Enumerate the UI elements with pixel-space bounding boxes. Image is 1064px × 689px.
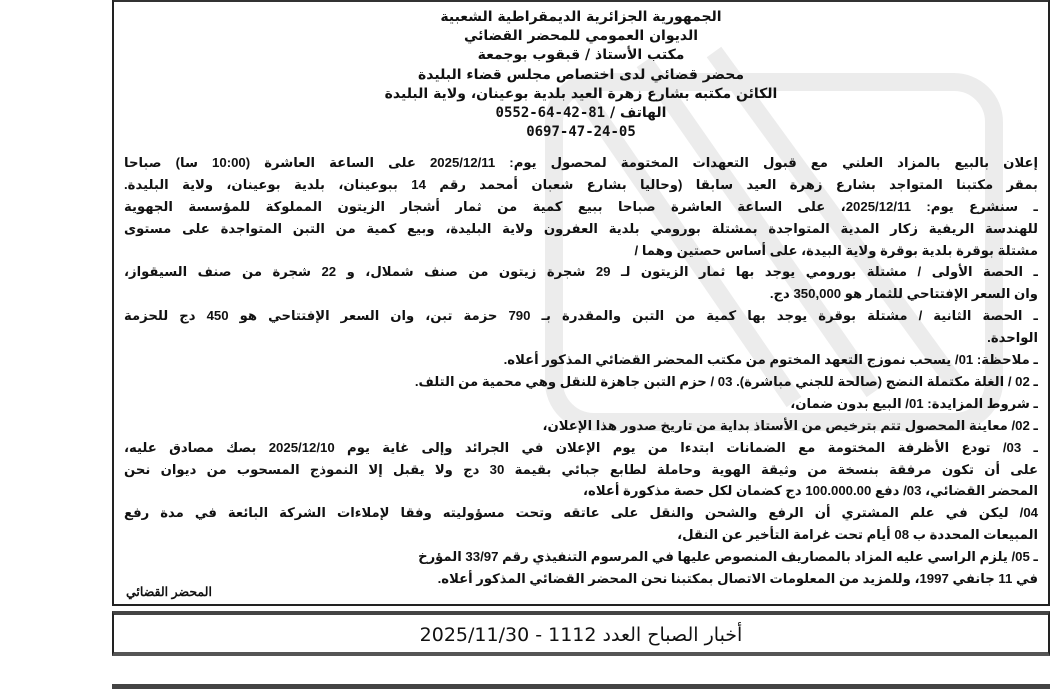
body-line: الواحدة.: [987, 330, 1038, 346]
header-line: الكائن مكتبه بشارع زهرة العيد بلدية بوعينان، ولاية البليدة: [384, 85, 778, 102]
body-line: ـ 05/ يلزم الراسي عليه المزاد بالمصاريف المنصوص عليها في المرسوم التنفيذي رقم 33/97 المؤرخ: [418, 549, 1038, 565]
body-line: المبيعات المحددة ب 08 أيام تحت غرامة التأخير عن النقل،: [677, 527, 1038, 543]
phone-label: الهاتف /: [609, 105, 667, 122]
header-line: الديوان العمومي للمحضر القضائي: [463, 28, 699, 45]
notice-body: [124, 152, 1038, 590]
divider: [112, 684, 1050, 689]
body-line: إعلان بالبيع بالمزاد العلني مع قبول التعهدات المختومة لمحصول يوم: 2025/12/11 على الساعة العاشرة (10:00 سا) صباحا: [124, 155, 1038, 170]
body-line: ـ الحصة الثانية / مشتلة بوقرة يوجد بها كمية من التبن والمقدرة بـ 790 حزمة تبن، وان السعر الإفتتاحي هو 450 دج للحزمة: [124, 308, 1038, 324]
body-line: 04/ ليكن في علم المشتري أن الرفع والشحن والنقل على عاتقه وتحت مسؤوليته وفقا لإملاءات الشركة البائعة في مدة رفع: [124, 505, 1038, 521]
body-line: للهندسة الريفية زكار المدية المتواجدة بمشتلة بورومي بلدية العفرون ولاية البليدة، وبيع كمية من التبن المتواجدة على مستوى: [124, 220, 1038, 236]
body-line: المحضر القضائي، 03/ دفع 100.000.00 دج كضمان لكل حصة مذكورة أعلاه،: [583, 483, 1038, 499]
body-line: ـ 02 / الغلة مكتملة النضج (صالحة للجني مباشرة). 03 / حزم التبن جاهزة للنقل وهي محمية من التلف.: [414, 373, 1038, 389]
publication-info: أخبار الصباح العدد 1112 - 2025/11/30: [419, 624, 743, 646]
legal-notice: [112, 0, 1050, 606]
body-line: ـ 03/ تودع الأظرفة المختومة مع الضمانات ابتدءا من يوم الإعلان في الجرائد وإلى غاية يوم 2025/12/10 بصك مصادق عليه،: [124, 439, 1038, 455]
header-line: الجمهورية الجزائرية الديمقراطية الشعبية: [440, 9, 722, 25]
body-line: ـ سنشرع يوم: 2025/12/11، على الساعة العاشرة صباحا ببيع كمية من ثمار أشجار الزيتون المملوكة للمؤسسة الجهوية: [124, 198, 1038, 214]
body-line: ـ شروط المزايدة: 01/ البيع بدون ضمان،: [790, 395, 1038, 411]
body-line: ـ 02/ معاينة المحصول تتم بترخيص من الأستاذ بداية من تاريخ صدور هذا الإعلان،: [542, 417, 1038, 433]
signature: المحضر القضائي: [126, 585, 212, 599]
body-line: بمقر مكتبنا المتواجد بشارع زهرة العيد سابقا (وحاليا بشارع شعبان أمحمد رقم 14 ببوعينان، بلدية بوعينان، ولاية البليدة.: [124, 176, 1038, 192]
body-line: على أن تكون مرفقة بنسخة من وثيقة الهوية وحاملة لطابع جبائي بقيمة 30 دج ولا يقبل إلا النموذج المسحوب من ديوان نحن: [124, 461, 1038, 477]
body-line: مشتلة بوقرة بلدية بوقرة ولاية البيدة، على أساس حصتين وهما /: [634, 242, 1038, 258]
header-line: محضر قضائي لدى اختصاص مجلس قضاء البليدة: [418, 66, 744, 83]
body-line: وان السعر الإفتتاحي للثمار هو 350,000 دج.: [769, 286, 1038, 302]
body-line: ـ ملاحظة: 01/ يسحب نموزج التعهد المختوم من مكتب المحضر القضائي المذكور أعلاه.: [503, 352, 1038, 368]
body-line: ـ الحصة الأولى / مشتلة بورومي يوجد بها ثمار الزيتون لـ 29 شجرة زيتون من صنف شملال، و 22 شجرة من صنف السيقواز،: [124, 264, 1038, 280]
body-line: في 11 جانفي 1997، وللمزيد من المعلومات الاتصال بمكتبنا نحن المحضر القضائي المذكور أعلاه.: [437, 571, 1038, 587]
header-line: مكتب الأستاذ / قبقوب بوجمعة: [477, 47, 685, 64]
newspaper-footer: [112, 611, 1050, 656]
phone-line: [114, 104, 1048, 123]
phone-number-2: 0697-47-24-05: [526, 124, 636, 141]
phone-number: 0552-64-42-81: [495, 105, 606, 122]
notice-header: [114, 8, 1048, 142]
